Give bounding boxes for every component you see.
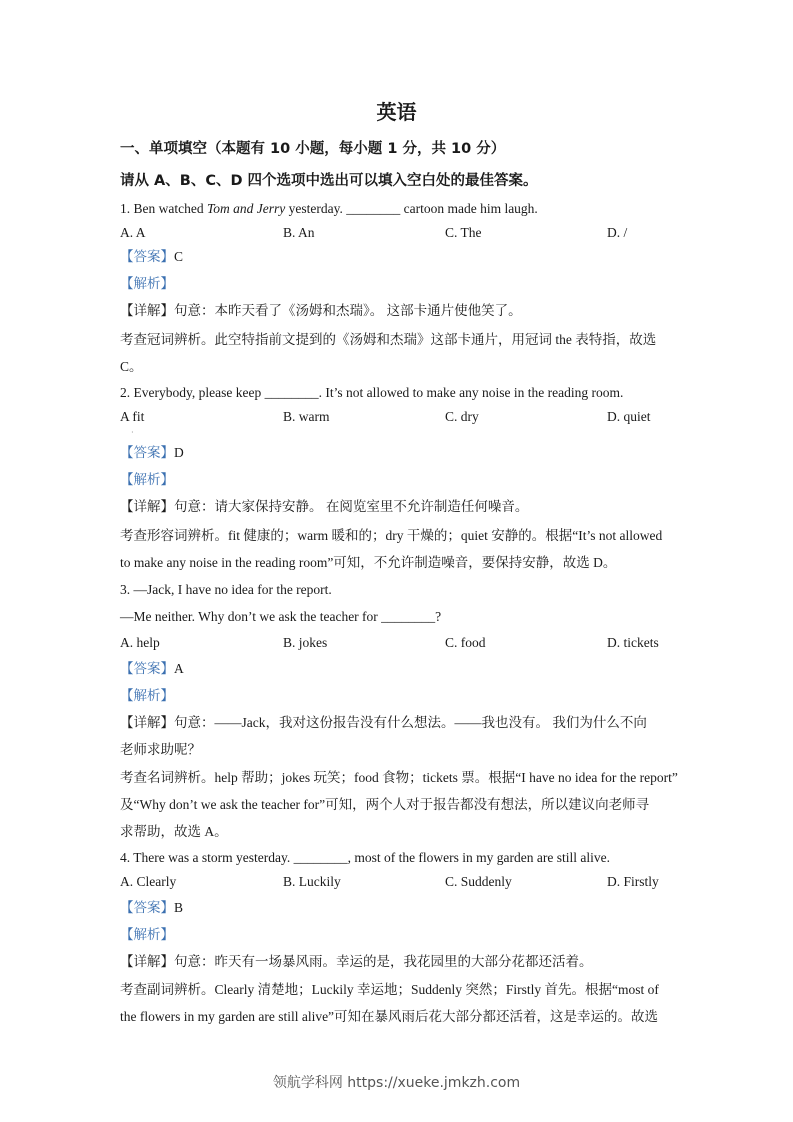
q3-stem-2: —Me neither. Why don’t we ask the teacher for ________? — [120, 609, 442, 624]
q4-detail-text: 句意：昨天有一场暴风雨。幸运的是，我花园里的大部分花都还活着。 — [174, 954, 593, 969]
q3-answer-value: A — [174, 661, 184, 676]
q1-stem-a: 1. Ben watched — [120, 201, 207, 216]
q1-stem-title: Tom and Jerry — [206, 201, 286, 216]
analysis-tag: 【解析】 — [120, 276, 174, 291]
q3-answer — [120, 660, 184, 678]
q2-explain-2: to make any noise in the reading room”可知，不允许制造噪音，要保持安静，故选 D。 — [120, 555, 617, 570]
detail-tag: 【详解】 — [120, 499, 174, 514]
q4-answer-value: B — [174, 900, 184, 915]
q2-detail-text: 句意：请大家保持安静。 在阅览室里不允许制造任何噪音。 — [174, 499, 529, 514]
section-heading: 一、单项填空（本题有 10 小题，每小题 1 分，共 10 分） — [120, 141, 506, 157]
q3-analysis — [120, 687, 174, 705]
detail-tag: 【详解】 — [120, 954, 174, 969]
q4-detail — [120, 953, 593, 971]
q1-detail-text: 句意：本昨天看了《汤姆和杰瑞》。 这部卡通片使他笑了。 — [174, 303, 522, 318]
q1-answer — [120, 248, 183, 266]
q4-stem: 4. There was a storm yesterday. ________, most of the flowers in my garden are still alive. — [120, 850, 611, 865]
q3-option-c: C. food — [445, 635, 486, 650]
q4-analysis — [120, 926, 174, 944]
q1-explain-2: C。 — [120, 359, 143, 374]
q3-explain-2: 及“Why don’t we ask the teacher for”可知，两个人对于报告都没有想法，所以建议向老师寻 — [120, 797, 650, 812]
q1-option-b: B. An — [283, 225, 315, 240]
detail-tag: 【详解】 — [120, 303, 174, 318]
q1-explain-1: 考查冠词辨析。此空特指前文提到的《汤姆和杰瑞》这部卡通片，用冠词 the 表特指，故选 — [120, 332, 657, 347]
analysis-tag: 【解析】 — [120, 688, 174, 703]
q3-option-a: A. help — [120, 635, 160, 650]
page-title: 英语 — [376, 100, 417, 124]
q2-explain-1: 考查形容词辨析。fit 健康的；warm 暖和的；dry 干燥的；quiet 安静的。根据“It’s not allowed — [120, 528, 663, 543]
q4-answer — [120, 899, 183, 917]
answer-tag: 【答案】 — [120, 661, 174, 676]
footer-watermark: 领航学科网 https://xueke.jmkzh.com — [272, 1075, 521, 1091]
q4-explain-1: 考查副词辨析。Clearly 清楚地；Luckily 幸运地；Suddenly 突然；Firstly 首先。根据“most of — [120, 982, 659, 997]
q2-detail — [120, 498, 528, 516]
q1-option-d: D. / — [607, 225, 628, 240]
q3-detail-2: 老师求助呢？ — [120, 742, 201, 757]
q4-explain-2: the flowers in my garden are still alive”可知在暴风雨后花大部分都还活着，这是幸运的。故选 — [120, 1009, 659, 1024]
q3-explain-1: 考查名词辨析。help 帮助；jokes 玩笑；food 食物；tickets 票。根据“I have no idea for the report” — [120, 770, 678, 785]
answer-tag: 【答案】 — [120, 249, 174, 264]
q2-analysis — [120, 471, 174, 489]
q3-detail-1 — [120, 714, 647, 732]
q3-detail-text: 句意：——Jack，我对这份报告没有什么想法。——我也没有。 我们为什么不向 — [174, 715, 647, 730]
q1-detail — [120, 302, 522, 320]
q1-option-a: A. A — [120, 225, 146, 240]
detail-tag: 【详解】 — [120, 715, 174, 730]
q2-option-c: C. dry — [445, 409, 479, 424]
answer-tag: 【答案】 — [120, 445, 174, 460]
q3-option-b: B. jokes — [283, 635, 328, 650]
q1-stem-b: yesterday. ________ cartoon made him laugh. — [285, 201, 538, 216]
q4-option-c: C. Suddenly — [445, 874, 512, 889]
answer-tag: 【答案】 — [120, 900, 174, 915]
q2-answer-value: D — [174, 445, 184, 460]
q2-stem: 2. Everybody, please keep ________. It’s not allowed to make any noise in the reading room. — [120, 385, 624, 400]
q1-option-c: C. The — [445, 225, 482, 240]
q1-stem — [120, 200, 538, 218]
q3-stem-1: 3. —Jack, I have no idea for the report. — [120, 582, 332, 597]
q4-option-d: D. Firstly — [607, 874, 659, 889]
q1-answer-value: C — [174, 249, 184, 264]
q2-option-d: D. quiet — [607, 409, 651, 424]
section-instruction: 请从 A、B、C、D 四个选项中选出可以填入空白处的最佳答案。 — [120, 173, 538, 189]
q2-option-a: A fit — [120, 409, 145, 424]
q2-answer — [120, 444, 184, 462]
analysis-tag: 【解析】 — [120, 927, 174, 942]
analysis-tag: 【解析】 — [120, 472, 174, 487]
q2-option-b: B. warm — [283, 409, 330, 424]
q1-analysis — [120, 275, 174, 293]
q4-option-b: B. Luckily — [283, 874, 341, 889]
q3-explain-3: 求帮助，故选 A。 — [120, 824, 228, 839]
stray-dot: · — [131, 428, 134, 437]
q3-option-d: D. tickets — [607, 635, 659, 650]
q4-option-a: A. Clearly — [120, 874, 177, 889]
